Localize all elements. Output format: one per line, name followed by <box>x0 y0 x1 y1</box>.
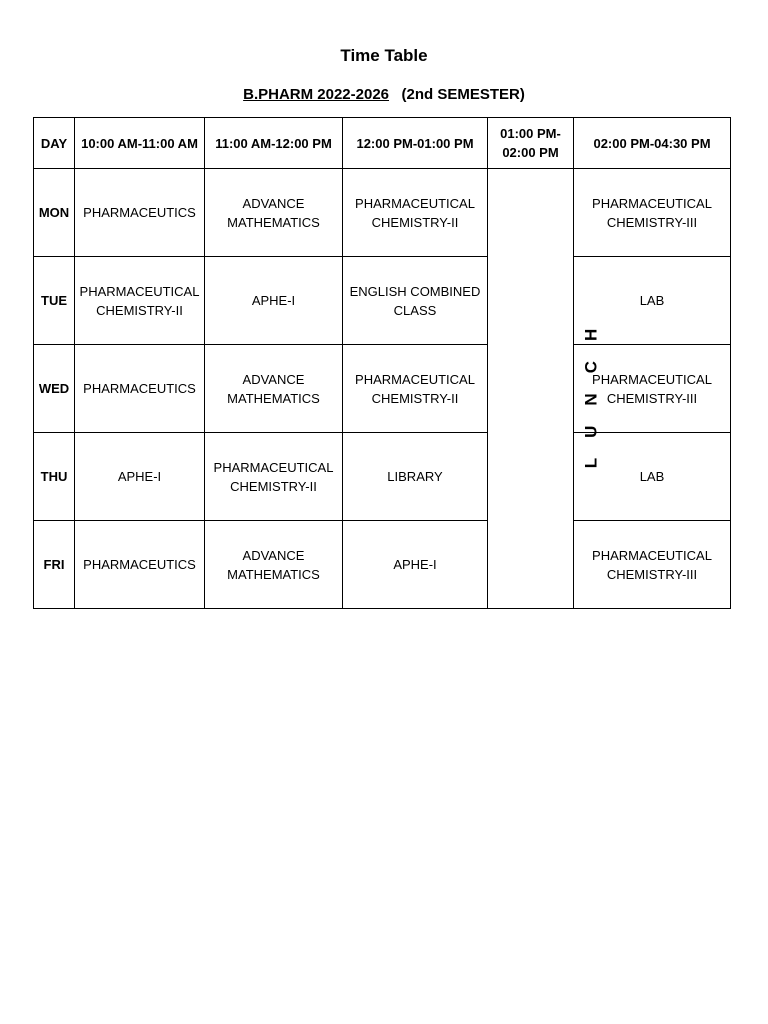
day-cell: FRI <box>34 521 75 609</box>
period-cell: APHE-I <box>343 521 488 609</box>
day-cell: WED <box>34 345 75 433</box>
table-row <box>34 169 731 257</box>
period-cell: PHARMACEUTICAL CHEMISTRY-II <box>205 433 343 521</box>
period-cell: PHARMACEUTICAL CHEMISTRY-II <box>343 169 488 257</box>
timetable <box>33 117 731 609</box>
period-cell: ADVANCE MATHEMATICS <box>205 521 343 609</box>
period-cell: PHARMACEUTICAL CHEMISTRY-III <box>574 521 731 609</box>
lunch-label: LUNCH <box>581 308 601 468</box>
period-cell: LAB <box>574 257 731 345</box>
period-cell: ADVANCE MATHEMATICS <box>205 169 343 257</box>
period-cell: PHARMACEUTICAL CHEMISTRY-III <box>574 169 731 257</box>
period-cell: PHARMACEUTICAL CHEMISTRY-II <box>343 345 488 433</box>
page-title: Time Table <box>340 46 428 65</box>
program-name: B.PHARM 2022-2026 <box>243 86 390 103</box>
header-slot-2: 11:00 AM-12:00 PM <box>205 118 343 169</box>
header-slot-1: 10:00 AM-11:00 AM <box>75 118 205 169</box>
period-cell: APHE-I <box>205 257 343 345</box>
period-cell: PHARMACEUTICAL CHEMISTRY-III <box>574 345 731 433</box>
lunch-cell <box>488 169 601 609</box>
period-cell: LIBRARY <box>343 433 488 521</box>
header-slot-lunch: 01:00 PM- 02:00 PM <box>488 118 574 169</box>
table-row <box>34 521 731 609</box>
page-subtitle <box>0 86 768 103</box>
table-row <box>34 257 731 345</box>
period-cell: PHARMACEUTICS <box>75 521 205 609</box>
period-cell: LAB <box>574 433 731 521</box>
table-row <box>34 345 731 433</box>
semester-label: (2nd SEMESTER) <box>401 86 525 103</box>
header-row <box>34 118 731 169</box>
period-cell: PHARMACEUTICS <box>75 169 205 257</box>
period-cell: ENGLISH COMBINED CLASS <box>343 257 488 345</box>
header-slot-5: 02:00 PM-04:30 PM <box>574 118 731 169</box>
header-day: DAY <box>34 118 75 169</box>
period-cell: PHARMACEUTICS <box>75 345 205 433</box>
day-cell: TUE <box>34 257 75 345</box>
day-cell: MON <box>34 169 75 257</box>
period-cell: ADVANCE MATHEMATICS <box>205 345 343 433</box>
period-cell: APHE-I <box>75 433 205 521</box>
period-cell: PHARMACEUTICAL CHEMISTRY-II <box>75 257 205 345</box>
header-slot-3: 12:00 PM-01:00 PM <box>343 118 488 169</box>
table-row <box>34 433 731 521</box>
day-cell: THU <box>34 433 75 521</box>
